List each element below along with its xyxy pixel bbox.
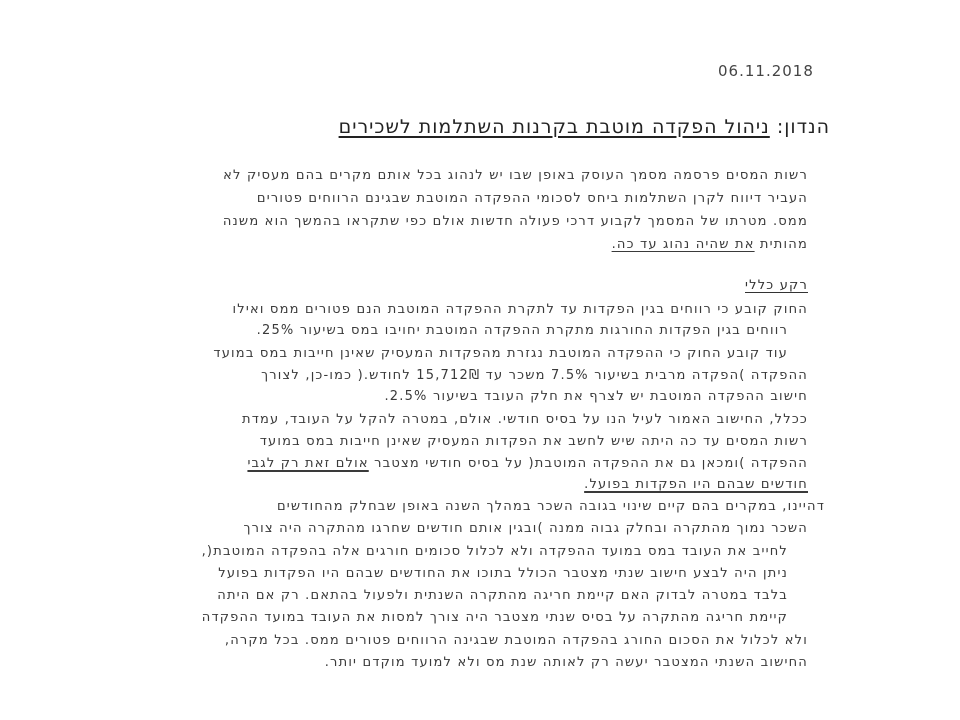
paragraph-3-line-1: ככלל, החישוב האמור לעיל הנו על בסיס חודשי. אולם, במטרה להקל על העובד, עמדת <box>241 412 808 427</box>
paragraph-4-line-7: ולא לכלול את הסכום החורג בהפקדה המוטבת שבגינה הרווחים פטורים ממס. בכל מקרה, <box>224 633 808 648</box>
paragraph-1-line-1: רשות המסים פרסמה מסמך העוסק באופן שבו יש לנהוג בכל אותם מקרים בהם מעסיק לא <box>223 168 808 183</box>
paragraph-4-line-8: החישוב השנתי המצטבר יעשה רק לאותה שנת מס ולא למועד מוקדם יותר. <box>324 655 808 670</box>
paragraph-1-line-4-start: מהותית <box>754 237 808 252</box>
paragraph-3-underlined-phrase: אולם זאת רק לגבי <box>247 456 369 471</box>
document-date: 06.11.2018 <box>718 62 814 80</box>
paragraph-2-line-2: רווחים בגין הפקדות החורגות מתקרת ההפקדה המוטבת יחויבו במס בשיעור 25%. <box>256 323 788 338</box>
paragraph-3-line-2: רשות המסים עד כה היתה שיש לחשב את הפקדות המעסיק שאינן חייבות במס במועד <box>259 434 808 449</box>
paragraph-4-line-3: לחייב את העובד במס במועד ההפקדה ולא לכלול סכומים חורגים אלה בהפקדה המוטבת(, <box>201 544 788 559</box>
paragraph-4-line-1: דהיינו, במקרים בהם קיים שינוי בגובה השכר במהלך השנה באופן שבחלק מהחודשים <box>276 499 825 514</box>
paragraph-1-underlined-phrase: את שהיה נהוג עד כה. <box>611 237 755 252</box>
paragraph-3-line-3 <box>247 456 808 471</box>
section-heading: רקע כללי <box>745 278 808 293</box>
paragraph-2-line-5: חישוב ההפקדה המוטבת יש לצרף את חלק העובד בשיעור 2.5%. <box>384 389 808 404</box>
paragraph-1-line-4 <box>612 237 808 252</box>
paragraph-2-line-1: החוק קובע כי רווחים בגין הפקדות עד לתקרת ההפקדה המוטבת הנם פטורים ממס ואילו <box>232 302 808 317</box>
paragraph-1-line-3: ממס. מטרתו של המסמך לקבוע דרכי פעולה חדשות אולם כפי שתקראו בהמשך הוא משנה <box>222 214 808 229</box>
paragraph-2-line-3: עוד קובע החוק כי ההפקדה המוטבת נגזרת מהפקדות המעסיק שאינן חייבות במס במועד <box>213 346 788 361</box>
paragraph-4-line-4: ניתן היה לבצע חישוב שנתי מצטבר הכולל בתוכו את החודשים שבהם היו הפקדות בפועל <box>218 566 788 581</box>
subject-prefix: הנדון: <box>776 116 830 138</box>
paragraph-2-line-4: ההפקדה )הפקדה מרבית בשיעור 7.5% משכר עד 15,712₪ לחודש.( כמו-כן, לצורך <box>261 368 808 383</box>
paragraph-4-line-6: קיימת חריגה מהתקרה על בסיס שנתי מצטבר היה צורך למסות את העובד במועד ההפקדה <box>201 610 788 625</box>
paragraph-3-line-3-start: ההפקדה )ומכאן גם את ההפקדה המוטבת( על בסיס חודשי מצטבר <box>368 456 808 471</box>
subject-line <box>339 116 830 138</box>
subject-title: ניהול הפקדה מוטבת בקרנות השתלמות לשכירים <box>338 116 770 138</box>
paragraph-4-line-5: בלבד במטרה לבדוק האם קיימת חריגה מהתקרה השנתית ולפעול בהתאם. רק אם היתה <box>217 588 788 603</box>
paragraph-4-line-2: השכר נמוך מהתקרה ובחלק גבוה ממנה )ובגין אותם חודשים שחרגו מהתקרה היה צורך <box>243 521 808 536</box>
paragraph-3-line-4: חודשים שבהם היו הפקדות בפועל. <box>584 477 808 492</box>
paragraph-1-line-2: העביר דיווח לקרן השתלמות ביחס לסכומי ההפקדה המוטבת שבגינם הרווחים פטורים <box>256 191 808 206</box>
